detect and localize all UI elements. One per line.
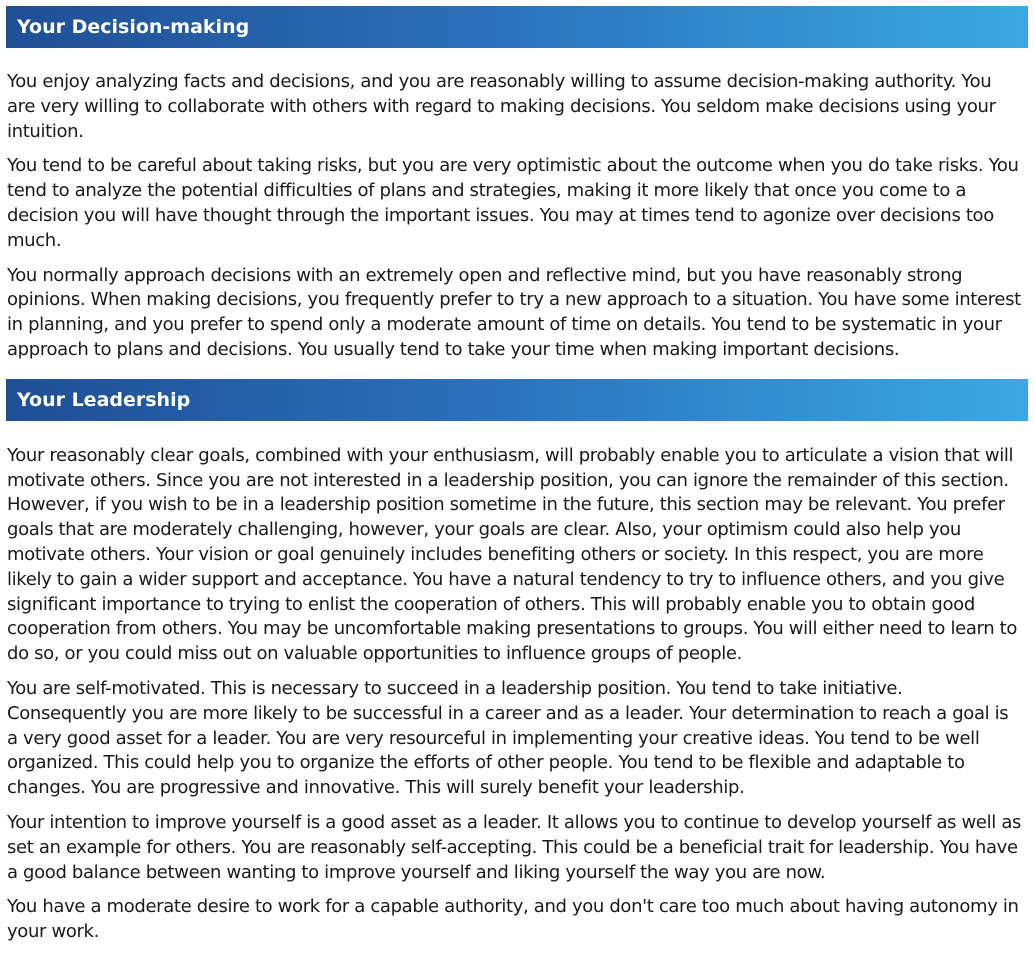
- section-body: [6, 48, 1028, 363]
- section-title: Your Decision-making: [17, 16, 250, 38]
- section-header: [6, 6, 1028, 48]
- paragraph: You normally approach decisions with an extremely open and reflective mind, but you have reasonably strong opinions. When making decisions, you frequently prefer to try a new approach to a situation. You have some interest in planning, and you prefer to spend only a moderate amount of time on details. You tend to be systematic in your approach to plans and decisions. You usually tend to take your time when making important decisions.: [7, 264, 1021, 360]
- paragraph: You tend to be careful about taking risks, but you are very optimistic about the outcome when you do take risks. You tend to analyze the potential difficulties of plans and strategies, making it more likely that once you come to a decision you will have thought through the important issues. You may at times tend to agonize over decisions too much.: [7, 155, 1019, 251]
- section-title: Your Leadership: [17, 388, 191, 411]
- paragraph: Your reasonably clear goals, combined with your enthusiasm, will probably enable you to articulate a vision that will motivate others. Since you are not interested in a leadership position, you can ignore the remainder of this section. However, if you wish to be in a leadership position sometime in the future, this section may be relevant. You prefer goals that are moderately challenging, however, your goals are clear. Also, your optimism could also help you motivate others. Your vision or goal genuinely includes benefiting others or society. In this respect, you are more likely to gain a wider support and acceptance. You have a natural tendency to try to influence others, and you give significant importance to trying to enlist the cooperation of others. This will probably enable you to obtain good cooperation from others. You may be uncomfortable making presentations to groups. You will either need to learn to do so, or you could miss out on valuable opportunities to influence groups of people.: [7, 444, 1018, 665]
- decision-making-section: [6, 6, 1028, 363]
- leadership-section: [6, 379, 1028, 945]
- paragraph: You are self-motivated. This is necessary to succeed in a leadership position. You tend to take initiative. Consequently you are more likely to be successful in a career and as a leader. Your determination to reach a goal is a very good asset for a leader. You are very resourceful in implementing your creative ideas. You tend to be well organized. This could help you to organize the efforts of other people. You tend to be flexible and adaptable to changes. You are progressive and innovative. This will surely benefit your leadership.: [7, 677, 1009, 799]
- section-header: [6, 379, 1028, 421]
- paragraph: Your intention to improve yourself is a good asset as a leader. It allows you to continue to develop yourself as well as set an example for others. You are reasonably self-accepting. This could be a beneficial trait for leadership. You have a good balance between wanting to improve yourself and liking yourself the way you are now.: [7, 811, 1022, 883]
- section-body: [6, 421, 1028, 945]
- paragraph: You enjoy analyzing facts and decisions, and you are reasonably willing to assume decision-making authority. You are very willing to collaborate with others with regard to making decisions. You seldom make decisions using your intuition.: [7, 71, 996, 142]
- paragraph: You have a moderate desire to work for a capable authority, and you don't care too much about having autonomy in your work.: [7, 896, 1019, 943]
